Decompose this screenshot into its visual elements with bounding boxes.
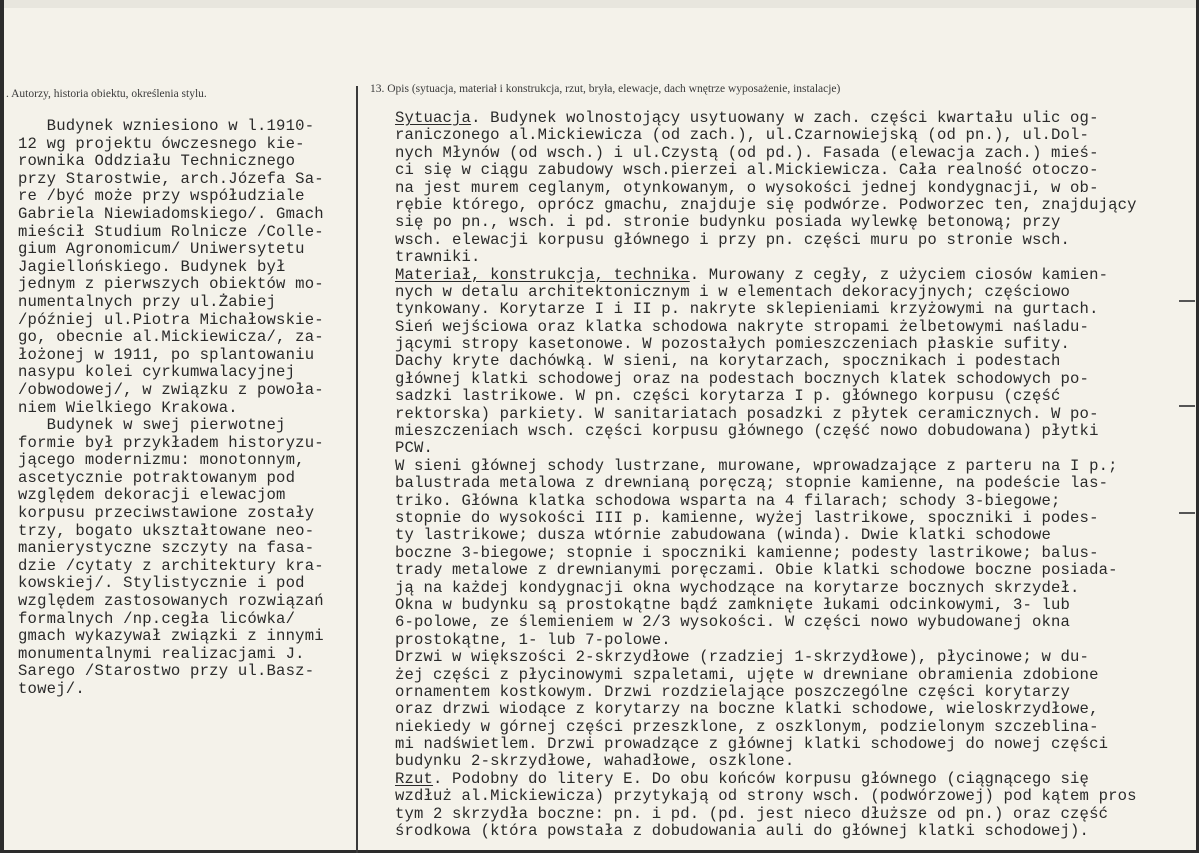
- text-line: manierystyczne szczyty na fasa-: [18, 539, 315, 558]
- text-line: [395, 701, 1195, 718]
- text-line: jącego modernizmu: monotonnym,: [18, 451, 305, 470]
- text-line: [395, 319, 1195, 336]
- text-line: [395, 475, 1195, 492]
- text-line: [395, 406, 1195, 423]
- text-line: [395, 267, 1195, 284]
- line-text: ją na każdej kondygnacji okna wychodzące na korytarze bocznych skrzydeł.: [395, 578, 1080, 597]
- text-line: niem Wielkiego Krakowa.: [18, 398, 238, 417]
- text-line: [395, 423, 1195, 440]
- text-line: [395, 545, 1195, 562]
- line-text: Okna w budynku są prostokątne bądź zamknięte łukami odcinkowymi, 3- lub: [395, 595, 1071, 614]
- text-line: [395, 110, 1195, 127]
- section-header-authors: . Autorzy, historia obiektu, określenia stylu.: [6, 88, 207, 100]
- text-line: jednym z pierwszych obiektów mo-: [18, 275, 324, 294]
- text-line: Jagiellońskiego. Budynek był: [18, 257, 286, 276]
- line-text: mi nadświetlem. Drzwi prowadzące z głównej klatki schodowej do nowej części: [395, 735, 1109, 754]
- text-line: formalnych /np.cegła licówka/: [18, 609, 296, 628]
- text-line: kowskiej/. Stylistycznie i pod: [18, 574, 305, 593]
- text-line: formie był przykładem historyzu-: [18, 433, 324, 452]
- text-line: [395, 301, 1195, 318]
- line-text: balustrada metalowa z drewnianą poręczą; stopnie kamienne, na podeście las-: [395, 474, 1109, 493]
- text-line: [395, 353, 1195, 370]
- text-line: względem dekoracji elewacjom: [18, 486, 286, 505]
- text-line: korpusu przeciwstawione zostały: [18, 504, 315, 523]
- section-heading: Sytuacja: [395, 109, 472, 127]
- line-text: wsch. elewacji korpusu głównego i przy pn. części muru po stronie wsch.: [395, 230, 1071, 249]
- line-text: jącymi stropy kasetonowe. W pozostałych pomieszczeniach płaskie sufity.: [395, 335, 1071, 354]
- text-line: [395, 214, 1195, 231]
- text-line: mieścił Studium Rolnicze /Colle-: [18, 222, 324, 241]
- line-text: rektorska) parkiety. W sanitariatach posadzki z płytek ceramicznych. W po-: [395, 404, 1099, 423]
- line-text: żej części z płycinowymi szpaletami, ujęte w drewniane obramienia zdobione: [395, 665, 1099, 684]
- text-line: łożonej w 1911, po splantowaniu: [18, 345, 315, 364]
- line-text: mieszczeniach wsch. części korpusu głównego (część nowo dobudowana) płytki: [395, 422, 1099, 441]
- text-line: [395, 162, 1195, 179]
- text-line: [395, 719, 1195, 736]
- line-text: nych Młynów (od wsch.) i ul.Czystą (od pd.). Fasada (elewacja zach.) mieś-: [395, 143, 1099, 162]
- text-line: Gabriela Niewiadomskiego/. Gmach: [18, 204, 324, 223]
- text-line: [395, 458, 1195, 475]
- line-text: Dachy kryte dachówką. W sieni, na korytarzach, spocznikach i podestach: [395, 352, 1061, 371]
- line-text: . Podobny do litery E. Do obu końców korpusu głównego (ciągnącego się: [433, 769, 1090, 788]
- text-line: [395, 388, 1195, 405]
- text-line: względem zastosowanych rozwiązań: [18, 592, 324, 611]
- text-line: [395, 771, 1195, 788]
- section-header-description: 13. Opis (sytuacja, materiał i konstrukcja, rzut, bryła, elewacje, dach wnętrze wyposażenie, instalacje): [370, 83, 841, 95]
- margin-mark: [1179, 512, 1195, 514]
- text-line: [395, 580, 1195, 597]
- line-text: trady metalowe z drewnianymi poręczami. Obie klatki schodowe boczne posiada-: [395, 561, 1118, 580]
- line-text: budynku 2-skrzydłowe, wahadłowe, oszklone.: [395, 752, 795, 771]
- text-line: [395, 249, 1195, 266]
- text-line: dzie /cytaty z architektury kra-: [18, 556, 324, 575]
- text-line: [395, 510, 1195, 527]
- line-text: stopnie do wysokości III p. kamienne, wyżej lastrikowe, spoczniki i podes-: [395, 508, 1099, 527]
- text-line: nasypu kolei cyrkumwalacyjnej: [18, 363, 296, 382]
- text-line: gmach wykazywał związki z innymi: [18, 627, 324, 646]
- left-edge: [0, 0, 4, 853]
- text-line: 12 wg projektu ówczesnego kie-: [18, 134, 305, 153]
- line-text: głównej klatki schodowej oraz na podestach bocznych klatek schodowych po-: [395, 369, 1090, 388]
- line-text: raniczonego al.Mickiewicza (od zach.), ul.Czarnowiejską (od pn.), ul.Dol-: [395, 126, 1090, 145]
- text-line: numentalnych przy ul.Żabiej: [18, 292, 277, 311]
- text-line: [395, 180, 1195, 197]
- text-line: re /być może przy współudziale: [18, 187, 305, 206]
- line-text: W sieni głównej schody lustrzane, murowane, wprowadzające z parteru na I p.;: [395, 456, 1118, 475]
- line-text: środkowa (która powstała z dobudowania auli do głównej klatki schodowej).: [395, 822, 1090, 841]
- text-line: [395, 493, 1195, 510]
- text-line: [395, 232, 1195, 249]
- text-line: [395, 197, 1195, 214]
- line-text: tynkowany. Korytarze I i II p. nakryte sklepieniami krzyżowymi na gurtach.: [395, 300, 1099, 319]
- text-line: [395, 667, 1195, 684]
- line-text: wzdłuż al.Mickiewicza) przytykają od strony wsch. (podwórzowej) pod kątem pros: [395, 787, 1137, 806]
- text-line: [395, 284, 1195, 301]
- section-heading: Rzut: [395, 769, 434, 788]
- text-line: Sarego /Starostwo przy ul.Basz-: [18, 662, 315, 681]
- text-line: trzy, bogato ukształtowane neo-: [18, 521, 315, 540]
- text-line: [395, 684, 1195, 701]
- top-border: [0, 0, 1199, 8]
- text-line: [395, 649, 1195, 666]
- line-text: sadzki lastrikowe. W pn. części korytarza I p. głównego korpusu (część: [395, 387, 1061, 406]
- text-line: [395, 736, 1195, 753]
- text-line: [395, 145, 1195, 162]
- margin-mark: [1179, 405, 1195, 407]
- line-text: Drzwi w większości 2-skrzydłowe (rzadziej 1-skrzydłowe), płycinowe; w du-: [395, 648, 1090, 667]
- text-line: [395, 127, 1195, 144]
- text-line: gium Agronomicum/ Uniwersytetu: [18, 240, 305, 259]
- line-text: PCW.: [395, 439, 434, 458]
- text-line: [395, 823, 1195, 840]
- text-line: Budynek wzniesiono w l.1910-: [18, 117, 315, 135]
- text-line: rownika Oddziału Technicznego: [18, 152, 296, 171]
- text-line: towej/.: [18, 680, 85, 698]
- text-line: [395, 371, 1195, 388]
- text-line: [395, 597, 1195, 614]
- text-line: [395, 753, 1195, 770]
- text-line: monumentalnymi realizacjami J.: [18, 644, 305, 663]
- text-line: [395, 527, 1195, 544]
- line-text: . Budynek wolnostojący usytuowany w zach. części kwartału ulic og-: [471, 109, 1099, 127]
- text-line: [395, 806, 1195, 823]
- line-text: boczne 3-biegowe; stopnie i spoczniki kamienne; podesty lastrikowe; balus-: [395, 543, 1099, 562]
- text-line: [395, 614, 1195, 631]
- line-text: prostokątne, 1- lub 7-polowe.: [395, 630, 671, 649]
- line-text: 6-polowe, ze ślemieniem w 2/3 wysokości. W części nowo wybudowanej okna: [395, 613, 1071, 632]
- margin-mark: [1179, 300, 1195, 302]
- line-text: się po pn., wsch. i pd. stronie budynku posiada wylewkę betonową; przy: [395, 213, 1061, 232]
- text-line: ascetycznie potraktowanym pod: [18, 468, 296, 487]
- text-line: [395, 440, 1195, 457]
- text-line: /później ul.Piotra Michałowskie-: [18, 310, 324, 329]
- line-text: Sień wejściowa oraz klatka schodowa nakryte stropami żelbetowymi naśladu-: [395, 317, 1090, 336]
- line-text: triko. Główna klatka schodowa wsparta na 4 filarach; schody 3-biegowe;: [395, 491, 1061, 510]
- description-text-column: [395, 110, 1195, 840]
- line-text: rębie którego, oprócz gmachu, znajduje się podwórze. Podworzec ten, znajdujący: [395, 195, 1137, 214]
- text-line: [395, 336, 1195, 353]
- line-text: na jest murem ceglanym, otynkowanym, o wysokości jednej kondygnacji, w ob-: [395, 178, 1099, 197]
- line-text: tym 2 skrzydła boczne: pn. i pd. (pd. jest nieco dłuższe od pn.) oraz część: [395, 804, 1109, 823]
- section-heading: Materiał, konstrukcja, technika: [395, 265, 690, 284]
- line-text: nych w detalu architektonicznym i w elementach dekoracyjnych; częściowo: [395, 282, 1071, 301]
- line-text: trawniki.: [395, 248, 481, 267]
- text-line: go, obecnie al.Mickiewicza/, za-: [18, 328, 324, 347]
- line-text: ty lastrikowe; dusza wtórnie zabudowana (winda). Dwie klatki schodowe: [395, 526, 1052, 545]
- line-text: niekiedy w górnej części przeszklone, z oszklonym, podzielonym szczeblina-: [395, 717, 1099, 736]
- line-text: . Murowany z cegły, z użyciem ciosów kamien-: [689, 265, 1109, 284]
- text-line: [395, 788, 1195, 805]
- text-line: przy Starostwie, arch.Józefa Sa-: [18, 169, 324, 188]
- line-text: oraz drzwi wiodące z korytarzy na boczne klatki schodowe, wieloskrzydłowe,: [395, 700, 1099, 719]
- history-text-column: [18, 118, 358, 699]
- text-line: [395, 562, 1195, 579]
- line-text: ornamentem kostkowym. Drzwi rozdzielające poszczególne części korytarzy: [395, 682, 1071, 701]
- text-line: Budynek w swej pierwotnej: [18, 416, 286, 435]
- text-line: [395, 632, 1195, 649]
- line-text: ci się w ciągu zabudowy wsch.pierzei al.Mickiewicza. Cała realność otoczo-: [395, 161, 1099, 180]
- text-line: /obwodowej/, w związku z powoła-: [18, 380, 324, 399]
